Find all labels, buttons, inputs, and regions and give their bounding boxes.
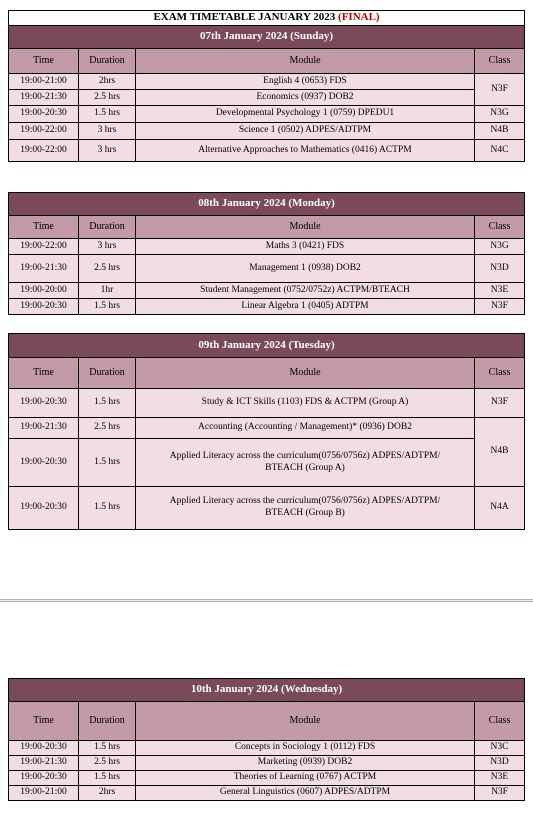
table-row [9, 487, 525, 530]
day-date: 10th January 2024 (Wednesday) [9, 679, 525, 702]
cell-module: Accounting (Accounting / Management)* (0936) DOB2 [136, 418, 475, 439]
cell-duration: 1.5 hrs [79, 439, 136, 487]
column-header-row [9, 49, 525, 74]
cell-module [136, 487, 475, 530]
cell-class: N4B [475, 123, 525, 140]
header-module: Module [136, 702, 475, 741]
cell-class: N3G [475, 106, 525, 123]
cell-time: 19:00-22:00 [9, 123, 79, 140]
cell-module: Concepts in Sociology 1 (0112) FDS [136, 741, 475, 756]
cell-module: English 4 (0653) FDS [136, 74, 475, 90]
table-row [9, 106, 525, 123]
cell-duration: 3 hrs [79, 123, 136, 140]
timetable-sunday [8, 10, 525, 162]
day-date: 08th January 2024 (Monday) [9, 193, 525, 216]
cell-module: Theories of Learning (0767) ACTPM [136, 771, 475, 786]
module-line-2: BTEACH (Group A) [265, 462, 345, 473]
header-class: Class [475, 702, 525, 741]
cell-module: Student Management (0752/0752z) ACTPM/BTEACH [136, 283, 475, 299]
cell-time: 19:00-21:00 [9, 786, 79, 801]
cell-class: N3F [475, 299, 525, 315]
header-duration: Duration [79, 216, 136, 239]
final-badge: (FINAL) [338, 11, 380, 24]
table-row [9, 123, 525, 140]
page-break-divider [0, 599, 533, 602]
cell-module: General Linguistics (0607) ADPES/ADTPM [136, 786, 475, 801]
day-date: 07th January 2024 (Sunday) [9, 26, 525, 49]
cell-module: Alternative Approaches to Mathematics (0416) ACTPM [136, 140, 475, 162]
header-time: Time [9, 702, 79, 741]
timetable-wednesday [8, 678, 525, 801]
cell-duration: 2.5 hrs [79, 255, 136, 283]
header-module: Module [136, 358, 475, 389]
cell-module: Marketing (0939) DOB2 [136, 756, 475, 771]
cell-class: N3G [475, 239, 525, 255]
cell-duration: 1.5 hrs [79, 106, 136, 123]
cell-time: 19:00-20:30 [9, 106, 79, 123]
cell-duration: 3 hrs [79, 140, 136, 162]
header-duration: Duration [79, 702, 136, 741]
cell-class: N3F [475, 786, 525, 801]
cell-module: Management 1 (0938) DOB2 [136, 255, 475, 283]
module-line-1: Applied Literacy across the curriculum(0756/0756z) ADPES/ADTPM/ [169, 450, 441, 461]
table-row [9, 418, 525, 439]
cell-module: Study & ICT Skills (1103) FDS & ACTPM (Group A) [136, 389, 475, 418]
cell-time: 19:00-20:00 [9, 283, 79, 299]
cell-time: 19:00-20:30 [9, 389, 79, 418]
cell-time: 19:00-20:30 [9, 487, 79, 530]
header-time: Time [9, 216, 79, 239]
table-row [9, 255, 525, 283]
column-header-row [9, 216, 525, 239]
table-row [9, 90, 525, 106]
cell-time: 19:00-22:00 [9, 140, 79, 162]
day-header [9, 334, 525, 358]
header-time: Time [9, 49, 79, 74]
cell-module: Linear Algebra 1 (0405) ADTPM [136, 299, 475, 315]
header-class: Class [475, 358, 525, 389]
day-date: 09th January 2024 (Tuesday) [9, 334, 525, 358]
header-class: Class [475, 49, 525, 74]
cell-class: N3F [475, 74, 525, 106]
header-class: Class [475, 216, 525, 239]
cell-duration: 3 hrs [79, 239, 136, 255]
cell-time: 19:00-20:30 [9, 439, 79, 487]
day-header [9, 26, 525, 49]
cell-class: N4C [475, 140, 525, 162]
table-row [9, 439, 525, 487]
cell-time: 19:00-21:30 [9, 418, 79, 439]
cell-time: 19:00-21:30 [9, 255, 79, 283]
cell-duration: 1.5 hrs [79, 741, 136, 756]
title-row [9, 11, 525, 26]
cell-class: N3E [475, 771, 525, 786]
cell-duration: 1.5 hrs [79, 771, 136, 786]
header-duration: Duration [79, 49, 136, 74]
cell-duration: 1hr [79, 283, 136, 299]
cell-duration: 2.5 hrs [79, 418, 136, 439]
cell-time: 19:00-21:30 [9, 90, 79, 106]
table-row [9, 140, 525, 162]
cell-time: 19:00-20:30 [9, 299, 79, 315]
cell-duration: 2.5 hrs [79, 756, 136, 771]
cell-time: 19:00-22:00 [9, 239, 79, 255]
cell-time: 19:00-21:00 [9, 74, 79, 90]
table-row [9, 756, 525, 771]
cell-module: Maths 3 (0421) FDS [136, 239, 475, 255]
table-row [9, 741, 525, 756]
page-title [9, 11, 525, 26]
timetable-monday [8, 192, 525, 315]
cell-class: N3C [475, 741, 525, 756]
cell-duration: 2hrs [79, 74, 136, 90]
cell-class: N3D [475, 756, 525, 771]
header-module: Module [136, 49, 475, 74]
cell-time: 19:00-20:30 [9, 771, 79, 786]
module-line-1: Applied Literacy across the curriculum(0756/0756z) ADPES/ADTPM/ [169, 496, 441, 507]
table-row [9, 771, 525, 786]
day-header [9, 193, 525, 216]
column-header-row [9, 702, 525, 741]
cell-class: N4A [475, 487, 525, 530]
cell-module: Economics (0937) DOB2 [136, 90, 475, 106]
cell-time: 19:00-21:30 [9, 756, 79, 771]
module-line-2: BTEACH (Group B) [265, 508, 345, 518]
cell-class: N3F [475, 389, 525, 418]
header-duration: Duration [79, 358, 136, 389]
cell-duration: 1.5 hrs [79, 299, 136, 315]
cell-duration: 1.5 hrs [79, 389, 136, 418]
table-row [9, 283, 525, 299]
cell-module [136, 439, 475, 487]
title-main: EXAM TIMETABLE JANUARY 2023 [153, 11, 339, 24]
cell-duration: 2.5 hrs [79, 90, 136, 106]
table-row [9, 786, 525, 801]
timetable-tuesday [8, 333, 525, 530]
cell-duration: 1.5 hrs [79, 487, 136, 530]
day-header [9, 679, 525, 702]
table-row [9, 389, 525, 418]
header-module: Module [136, 216, 475, 239]
cell-class: N4B [475, 418, 525, 487]
cell-class: N3D [475, 255, 525, 283]
column-header-row [9, 358, 525, 389]
cell-module: Developmental Psychology 1 (0759) DPEDU1 [136, 106, 475, 123]
table-row [9, 74, 525, 90]
table-row [9, 239, 525, 255]
cell-duration: 2hrs [79, 786, 136, 801]
cell-class: N3E [475, 283, 525, 299]
cell-module: Science 1 (0502) ADPES/ADTPM [136, 123, 475, 140]
table-row [9, 299, 525, 315]
cell-time: 19:00-20:30 [9, 741, 79, 756]
header-time: Time [9, 358, 79, 389]
